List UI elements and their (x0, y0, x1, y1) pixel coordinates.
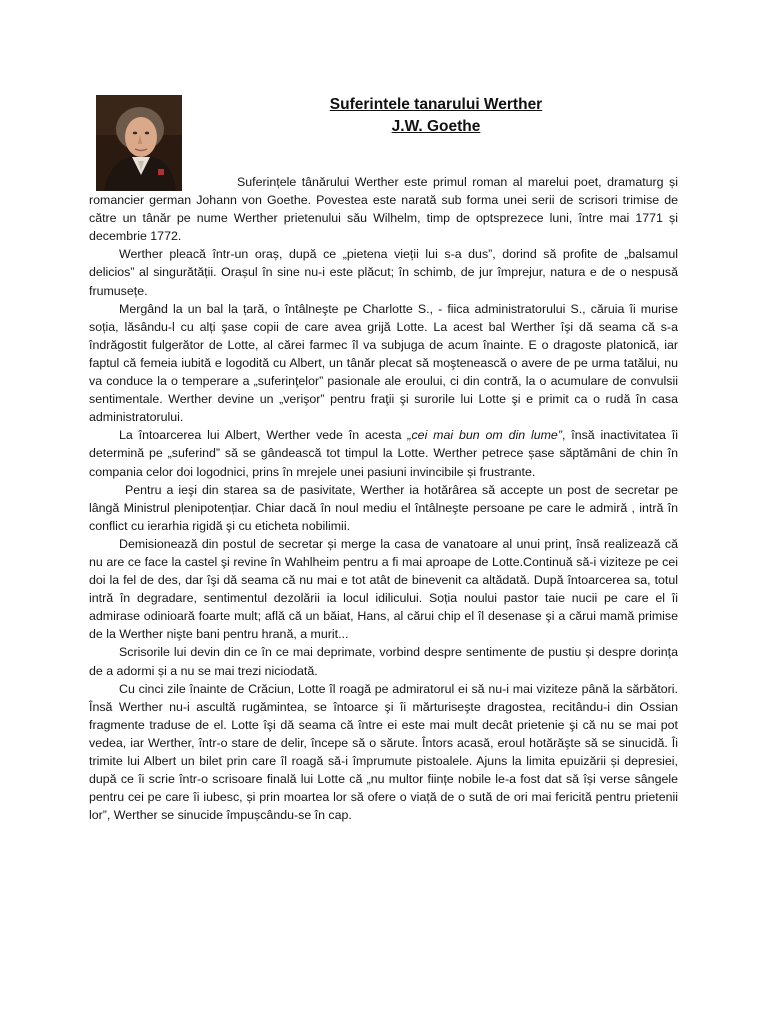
paragraph-4-after: , însă inactivitatea îi determină pe „suferind” să se gândească tot timpul la Lotte. Werther petrece șase săptămâni de chin în compania celor doi logodnici, prins în mrejele unei pasiuni invincibile și frustrante. (89, 428, 678, 479)
paragraph-4-before: La întoarcerea lui Albert, Werther vede în acesta (119, 428, 408, 443)
paragraph-3: Mergând la un bal la țară, o întâlneşte pe Charlotte S., - fiica administratorului S., căruia îi murise soția, lăsându-l cu alți şase copii de care avea grijă Lotte. La acest bal Werther îşi dă seama că s-a îndrăgostit fulgerător de Lotte, al cărei farmec îl va subjuga de acum înainte. E o dragoste platonică, iar faptul că femeia iubită e logodită cu Albert, un tânăr plecat să moştenească o avere de pe urma tatălui, nu va conduce la o temperare a „suferinţelor” pasionale ale eroului, ci din contră, la o acumulare de convulsii sentimentale. Werther devine un „verişor” pentru fraţii şi surorile lui Lotte şi e primit ca o rudă în casa administratorului. (89, 301, 678, 425)
title-block (240, 94, 632, 138)
paragraph-1-text: Suferințele tânărului Werther este primul roman al marelui poet, dramaturg și romancier german Johann von Goethe. Povestea este narată sub forma unei serii de scrisori trimise de către un tânăr pe nume Werther prietenului său Wilhelm, timp de optsprezece luni, între mai 1771 și decembrie 1772. (89, 175, 678, 244)
paragraph-5: Pentru a ieşi din starea sa de pasivitate, Werther ia hotărârea să accepte un post de secretar pe lângă Ministrul plenipotențiar. Chiar dacă în noul mediu el întâlneşte persoane pe care le admiră , intră în conflict cu ierarhia rigidă şi cu eticheta nobilimii. (89, 482, 678, 533)
paragraph-8: Cu cinci zile înainte de Crăciun, Lotte îl roagă pe admiratorul ei să nu-i mai viziteze până la sărbători. Însă Werther nu-i ascultă rugămintea, se întoarce şi îi mărturiseşte dragostea, recitându-i din Ossian fragmente traduse de el. Lotte îşi dă seama că între ei este mai mult decât prietenie şi că nu se mai pot vedea, iar Werther, într-o stare de delir, începe să o sărute. Întors acasă, eroul hotărăşte să se sinucidă. Îi trimite lui Albert un bilet prin care îl roagă să-i împrumute pistoalele. Ajuns la limita epuizării și depresiei, după ce îi scrie într-o scrisoare finală lui Lotte că „nu multor ființe nobile le-a fost dat să își verse sângele pentru cei pe care îi iubesc, și prin moartea lor să ofere o viață de o sută de ori mai fericită pentru prietenii lor”, Werther se sinucide împușcându-se în cap. (89, 681, 678, 823)
paragraph-1 (89, 173, 678, 245)
document-body (89, 173, 678, 824)
document-author: J.W. Goethe (391, 118, 481, 135)
document-title: Suferintele tanarului Werther (329, 96, 543, 113)
paragraph-4 (89, 426, 678, 480)
paragraph-4-quote: „cei mai bun om din lume” (407, 428, 562, 443)
paragraph-6: Demisionează din postul de secretar și merge la casa de vanatoare al unui prinț, însă realizează că nu are ce face la castel şi revine în Wahlheim pentru a fi mai aproape de Lotte.Continuă să-i viziteze pe cei doi la fel de des, dar îşi dă seama că nu mai e tot atât de binevenit ca altădată. După întoarcerea sa, totul intră în degradare, sentimentul dezolării ia locul idilicului. Soția noului pastor taie nucii pe care el îi admirase odinioară foarte mult; află că un băiat, Hans, al cărui chip el îl desenase şi a cărui mamă primise de la Werther nişte bani pentru hrană, a murit... (89, 536, 678, 642)
paragraph-7: Scrisorile lui devin din ce în ce mai deprimate, vorbind despre sentimente de pustiu și despre dorința de a adormi și a nu se mai trezi niciodată. (89, 645, 678, 678)
paragraph-2: Werther pleacă într-un oraș, după ce „pietena vieții lui s-a dus”, dorind să profite de „balsamul delicios” al singurătății. Orașul în sine nu-i este plăcut; în schimb, de jur împrejur, natura e de o nespusă frumusețe. (89, 247, 678, 298)
